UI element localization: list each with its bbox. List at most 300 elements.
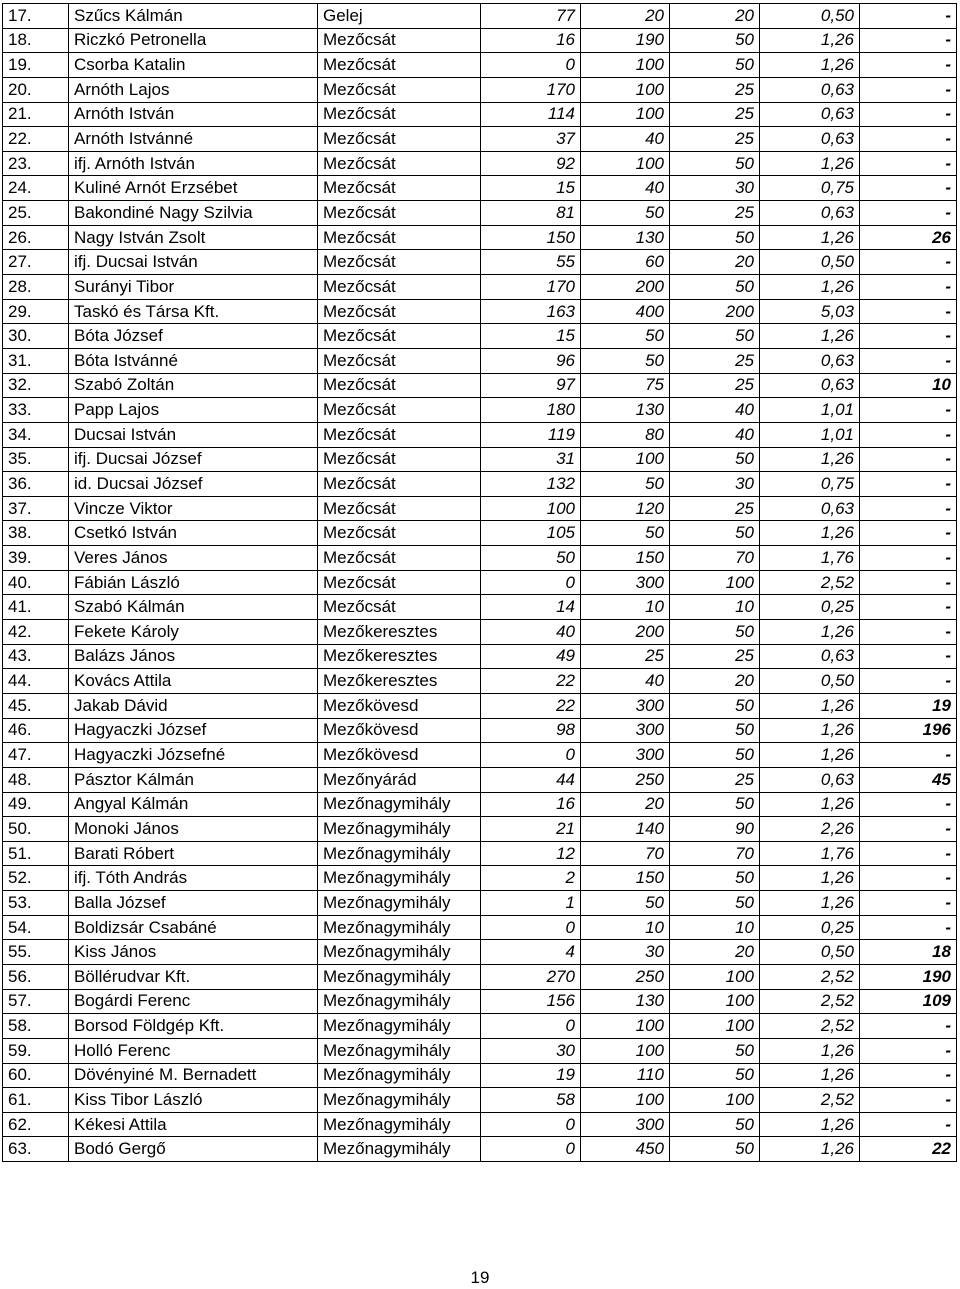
cell-value-2: 120: [581, 496, 670, 521]
cell-value-1: 132: [481, 472, 581, 497]
cell-value-4: 2,52: [760, 989, 860, 1014]
cell-value-3: 25: [670, 102, 760, 127]
cell-name: Arnóth Lajos: [69, 77, 318, 102]
cell-value-2: 300: [581, 570, 670, 595]
cell-row-number: 45.: [3, 693, 69, 718]
table-row: [3, 4, 957, 29]
table-row: [3, 964, 957, 989]
cell-value-2: 300: [581, 718, 670, 743]
cell-name: Kiss Tibor László: [69, 1088, 318, 1113]
cell-settlement: Mezőcsát: [318, 250, 481, 275]
cell-row-number: 30.: [3, 324, 69, 349]
cell-value-4: 0,63: [760, 201, 860, 226]
table-row: [3, 866, 957, 891]
cell-value-1: 12: [481, 841, 581, 866]
table-row: [3, 250, 957, 275]
cell-name: Hagyaczki József: [69, 718, 318, 743]
cell-value-4: 1,26: [760, 447, 860, 472]
cell-value-5: -: [860, 1088, 957, 1113]
cell-value-1: 100: [481, 496, 581, 521]
cell-settlement: Mezőcsát: [318, 373, 481, 398]
cell-value-1: 77: [481, 4, 581, 29]
table-row: [3, 989, 957, 1014]
cell-row-number: 22.: [3, 127, 69, 152]
table-row: [3, 1063, 957, 1088]
cell-value-1: 105: [481, 521, 581, 546]
cell-value-3: 25: [670, 348, 760, 373]
cell-value-2: 25: [581, 644, 670, 669]
cell-value-1: 58: [481, 1088, 581, 1113]
cell-name: Bodó Gergő: [69, 1137, 318, 1162]
cell-row-number: 23.: [3, 151, 69, 176]
cell-value-1: 150: [481, 225, 581, 250]
cell-value-5: -: [860, 127, 957, 152]
cell-settlement: Mezőcsát: [318, 595, 481, 620]
cell-value-1: 97: [481, 373, 581, 398]
cell-settlement: Mezőkövesd: [318, 743, 481, 768]
table-row: [3, 644, 957, 669]
cell-value-3: 25: [670, 644, 760, 669]
table-row: [3, 1112, 957, 1137]
cell-row-number: 31.: [3, 348, 69, 373]
cell-row-number: 44.: [3, 669, 69, 694]
cell-value-3: 50: [670, 718, 760, 743]
cell-row-number: 39.: [3, 546, 69, 571]
cell-value-3: 50: [670, 693, 760, 718]
cell-value-2: 100: [581, 447, 670, 472]
cell-settlement: Mezőnagymihály: [318, 989, 481, 1014]
cell-value-1: 1: [481, 891, 581, 916]
cell-value-5: -: [860, 201, 957, 226]
cell-value-3: 50: [670, 447, 760, 472]
cell-settlement: Mezőcsát: [318, 176, 481, 201]
cell-row-number: 47.: [3, 743, 69, 768]
cell-value-5: -: [860, 250, 957, 275]
table-row: [3, 373, 957, 398]
cell-value-3: 25: [670, 77, 760, 102]
cell-settlement: Mezőnagymihály: [318, 1137, 481, 1162]
table-row: [3, 792, 957, 817]
cell-value-3: 90: [670, 817, 760, 842]
cell-value-5: 18: [860, 940, 957, 965]
cell-value-4: 1,01: [760, 422, 860, 447]
cell-settlement: Mezőnagymihály: [318, 1038, 481, 1063]
cell-settlement: Mezőnagymihály: [318, 964, 481, 989]
table-row: [3, 1088, 957, 1113]
cell-value-4: 1,26: [760, 28, 860, 53]
cell-value-3: 100: [670, 570, 760, 595]
cell-value-3: 20: [670, 940, 760, 965]
cell-value-1: 50: [481, 546, 581, 571]
cell-value-5: -: [860, 915, 957, 940]
table-row: [3, 324, 957, 349]
cell-row-number: 60.: [3, 1063, 69, 1088]
cell-value-1: 22: [481, 669, 581, 694]
cell-row-number: 59.: [3, 1038, 69, 1063]
cell-value-3: 200: [670, 299, 760, 324]
cell-value-2: 50: [581, 472, 670, 497]
cell-settlement: Mezőcsát: [318, 127, 481, 152]
cell-value-1: 0: [481, 570, 581, 595]
cell-row-number: 28.: [3, 275, 69, 300]
cell-settlement: Mezőnyárád: [318, 767, 481, 792]
cell-value-1: 16: [481, 792, 581, 817]
cell-value-3: 25: [670, 201, 760, 226]
cell-value-3: 70: [670, 841, 760, 866]
cell-value-2: 100: [581, 1038, 670, 1063]
cell-row-number: 61.: [3, 1088, 69, 1113]
cell-value-3: 20: [670, 4, 760, 29]
table-row: [3, 595, 957, 620]
cell-row-number: 32.: [3, 373, 69, 398]
cell-settlement: Mezőcsát: [318, 570, 481, 595]
cell-name: Hagyaczki Józsefné: [69, 743, 318, 768]
cell-value-1: 170: [481, 77, 581, 102]
cell-row-number: 42.: [3, 620, 69, 645]
cell-value-3: 50: [670, 1063, 760, 1088]
cell-value-1: 180: [481, 398, 581, 423]
cell-value-1: 92: [481, 151, 581, 176]
data-table: [2, 3, 957, 1162]
cell-row-number: 27.: [3, 250, 69, 275]
cell-settlement: Mezőnagymihály: [318, 817, 481, 842]
cell-value-4: 0,63: [760, 767, 860, 792]
table-row: [3, 151, 957, 176]
cell-value-1: 15: [481, 176, 581, 201]
cell-name: Csetkó István: [69, 521, 318, 546]
cell-name: Angyal Kálmán: [69, 792, 318, 817]
cell-value-5: 190: [860, 964, 957, 989]
cell-value-3: 50: [670, 151, 760, 176]
cell-value-5: -: [860, 644, 957, 669]
cell-value-2: 110: [581, 1063, 670, 1088]
cell-value-1: 30: [481, 1038, 581, 1063]
cell-value-4: 0,75: [760, 176, 860, 201]
cell-value-2: 250: [581, 767, 670, 792]
cell-value-2: 20: [581, 4, 670, 29]
cell-value-1: 37: [481, 127, 581, 152]
table-row: [3, 77, 957, 102]
cell-value-5: -: [860, 324, 957, 349]
cell-value-5: -: [860, 841, 957, 866]
cell-value-1: 4: [481, 940, 581, 965]
cell-value-4: 0,50: [760, 940, 860, 965]
cell-value-3: 50: [670, 620, 760, 645]
table-row: [3, 767, 957, 792]
cell-row-number: 50.: [3, 817, 69, 842]
cell-value-4: 0,50: [760, 250, 860, 275]
cell-value-5: -: [860, 521, 957, 546]
table-row: [3, 447, 957, 472]
cell-name: Vincze Viktor: [69, 496, 318, 521]
cell-value-3: 100: [670, 964, 760, 989]
cell-value-4: 1,26: [760, 151, 860, 176]
cell-row-number: 51.: [3, 841, 69, 866]
cell-settlement: Mezőcsát: [318, 521, 481, 546]
cell-value-1: 156: [481, 989, 581, 1014]
cell-value-2: 80: [581, 422, 670, 447]
table-row: [3, 1137, 957, 1162]
cell-value-5: -: [860, 1112, 957, 1137]
cell-value-3: 30: [670, 176, 760, 201]
cell-value-4: 0,63: [760, 373, 860, 398]
cell-row-number: 36.: [3, 472, 69, 497]
table-row: [3, 299, 957, 324]
cell-row-number: 43.: [3, 644, 69, 669]
cell-value-3: 100: [670, 989, 760, 1014]
page-number: 19: [470, 1268, 490, 1287]
cell-row-number: 33.: [3, 398, 69, 423]
table-row: [3, 176, 957, 201]
cell-value-5: -: [860, 743, 957, 768]
cell-name: Kuliné Arnót Erzsébet: [69, 176, 318, 201]
cell-name: Böllérudvar Kft.: [69, 964, 318, 989]
cell-name: Bóta Istvánné: [69, 348, 318, 373]
cell-value-4: 1,26: [760, 1137, 860, 1162]
cell-value-4: 1,26: [760, 693, 860, 718]
cell-value-2: 100: [581, 53, 670, 78]
cell-value-2: 50: [581, 521, 670, 546]
cell-value-1: 0: [481, 915, 581, 940]
table-row: [3, 891, 957, 916]
cell-name: Arnóth István: [69, 102, 318, 127]
cell-value-4: 1,26: [760, 718, 860, 743]
cell-value-4: 1,76: [760, 546, 860, 571]
table-row: [3, 28, 957, 53]
cell-row-number: 29.: [3, 299, 69, 324]
cell-value-1: 2: [481, 866, 581, 891]
cell-settlement: Mezőcsát: [318, 398, 481, 423]
cell-settlement: Mezőcsát: [318, 496, 481, 521]
cell-value-4: 2,52: [760, 570, 860, 595]
cell-name: ifj. Ducsai József: [69, 447, 318, 472]
cell-value-5: -: [860, 447, 957, 472]
cell-value-3: 25: [670, 373, 760, 398]
cell-settlement: Mezőcsát: [318, 201, 481, 226]
cell-value-1: 81: [481, 201, 581, 226]
cell-value-1: 270: [481, 964, 581, 989]
cell-settlement: Mezőcsát: [318, 472, 481, 497]
cell-settlement: Mezőnagymihály: [318, 1063, 481, 1088]
table-row: [3, 743, 957, 768]
cell-value-1: 163: [481, 299, 581, 324]
cell-name: Csorba Katalin: [69, 53, 318, 78]
cell-row-number: 53.: [3, 891, 69, 916]
cell-row-number: 57.: [3, 989, 69, 1014]
cell-name: Taskó és Társa Kft.: [69, 299, 318, 324]
cell-value-4: 1,01: [760, 398, 860, 423]
table-row: [3, 275, 957, 300]
cell-row-number: 58.: [3, 1014, 69, 1039]
cell-value-5: -: [860, 595, 957, 620]
cell-value-1: 44: [481, 767, 581, 792]
cell-value-4: 2,52: [760, 1014, 860, 1039]
cell-value-5: -: [860, 1063, 957, 1088]
cell-settlement: Mezőcsát: [318, 422, 481, 447]
cell-settlement: Mezőcsát: [318, 53, 481, 78]
cell-name: Bogárdi Ferenc: [69, 989, 318, 1014]
cell-value-5: -: [860, 348, 957, 373]
cell-value-5: -: [860, 620, 957, 645]
cell-value-1: 0: [481, 1112, 581, 1137]
cell-value-3: 40: [670, 398, 760, 423]
cell-name: Balla József: [69, 891, 318, 916]
cell-value-2: 190: [581, 28, 670, 53]
cell-value-5: -: [860, 299, 957, 324]
cell-row-number: 63.: [3, 1137, 69, 1162]
cell-value-5: -: [860, 570, 957, 595]
cell-row-number: 19.: [3, 53, 69, 78]
cell-name: Bóta József: [69, 324, 318, 349]
cell-value-2: 150: [581, 546, 670, 571]
cell-value-5: -: [860, 669, 957, 694]
cell-settlement: Mezőnagymihály: [318, 1088, 481, 1113]
cell-value-5: -: [860, 1038, 957, 1063]
cell-value-2: 20: [581, 792, 670, 817]
cell-value-4: 0,75: [760, 472, 860, 497]
cell-value-5: -: [860, 496, 957, 521]
cell-row-number: 54.: [3, 915, 69, 940]
cell-value-4: 1,26: [760, 620, 860, 645]
cell-value-3: 40: [670, 422, 760, 447]
cell-name: Szabó Kálmán: [69, 595, 318, 620]
cell-settlement: Mezőcsát: [318, 348, 481, 373]
cell-name: Kékesi Attila: [69, 1112, 318, 1137]
cell-row-number: 55.: [3, 940, 69, 965]
cell-value-4: 1,76: [760, 841, 860, 866]
table-row: [3, 1014, 957, 1039]
cell-value-2: 40: [581, 176, 670, 201]
cell-value-3: 50: [670, 225, 760, 250]
cell-row-number: 24.: [3, 176, 69, 201]
cell-value-2: 50: [581, 348, 670, 373]
cell-settlement: Mezőkeresztes: [318, 620, 481, 645]
cell-value-4: 0,63: [760, 102, 860, 127]
cell-value-2: 130: [581, 989, 670, 1014]
cell-value-2: 40: [581, 669, 670, 694]
cell-settlement: Mezőnagymihály: [318, 915, 481, 940]
table-row: [3, 570, 957, 595]
cell-settlement: Mezőnagymihály: [318, 866, 481, 891]
cell-row-number: 46.: [3, 718, 69, 743]
cell-value-5: -: [860, 817, 957, 842]
cell-name: Boldizsár Csabáné: [69, 915, 318, 940]
cell-settlement: Mezőnagymihály: [318, 1014, 481, 1039]
cell-name: ifj. Ducsai István: [69, 250, 318, 275]
cell-value-5: 45: [860, 767, 957, 792]
cell-value-5: -: [860, 398, 957, 423]
cell-value-5: -: [860, 472, 957, 497]
table-row: [3, 225, 957, 250]
cell-settlement: Mezőnagymihály: [318, 891, 481, 916]
cell-value-4: 0,50: [760, 4, 860, 29]
cell-value-2: 50: [581, 201, 670, 226]
cell-name: Barati Róbert: [69, 841, 318, 866]
cell-name: Borsod Földgép Kft.: [69, 1014, 318, 1039]
cell-row-number: 41.: [3, 595, 69, 620]
cell-value-5: -: [860, 53, 957, 78]
cell-value-5: -: [860, 4, 957, 29]
cell-settlement: Mezőnagymihály: [318, 792, 481, 817]
cell-row-number: 20.: [3, 77, 69, 102]
cell-value-4: 2,52: [760, 1088, 860, 1113]
cell-value-4: 0,63: [760, 127, 860, 152]
cell-value-1: 98: [481, 718, 581, 743]
cell-value-3: 50: [670, 1112, 760, 1137]
cell-value-3: 50: [670, 324, 760, 349]
cell-value-4: 0,25: [760, 595, 860, 620]
table-row: [3, 127, 957, 152]
cell-value-1: 170: [481, 275, 581, 300]
table-row: [3, 669, 957, 694]
cell-value-2: 200: [581, 275, 670, 300]
cell-value-4: 0,25: [760, 915, 860, 940]
cell-name: Szűcs Kálmán: [69, 4, 318, 29]
cell-value-1: 22: [481, 693, 581, 718]
cell-value-4: 1,26: [760, 866, 860, 891]
cell-value-2: 150: [581, 866, 670, 891]
cell-value-1: 15: [481, 324, 581, 349]
cell-row-number: 56.: [3, 964, 69, 989]
cell-value-3: 10: [670, 595, 760, 620]
cell-name: Riczkó Petronella: [69, 28, 318, 53]
cell-value-5: -: [860, 176, 957, 201]
cell-value-1: 19: [481, 1063, 581, 1088]
cell-value-2: 400: [581, 299, 670, 324]
cell-value-4: 1,26: [760, 891, 860, 916]
table-row: [3, 348, 957, 373]
cell-name: Balázs János: [69, 644, 318, 669]
cell-settlement: Mezőcsát: [318, 151, 481, 176]
cell-value-2: 250: [581, 964, 670, 989]
cell-value-5: -: [860, 102, 957, 127]
cell-settlement: Mezőcsát: [318, 28, 481, 53]
cell-name: Veres János: [69, 546, 318, 571]
cell-value-4: 2,26: [760, 817, 860, 842]
cell-settlement: Mezőcsát: [318, 447, 481, 472]
table-body: [3, 4, 957, 1162]
cell-settlement: Mezőkövesd: [318, 693, 481, 718]
cell-value-3: 100: [670, 1088, 760, 1113]
cell-settlement: Mezőnagymihály: [318, 940, 481, 965]
table-row: [3, 201, 957, 226]
cell-value-4: 1,26: [760, 225, 860, 250]
cell-value-3: 50: [670, 1137, 760, 1162]
cell-settlement: Mezőnagymihály: [318, 1112, 481, 1137]
table-row: [3, 693, 957, 718]
cell-value-5: 196: [860, 718, 957, 743]
cell-value-2: 300: [581, 1112, 670, 1137]
cell-name: Kiss János: [69, 940, 318, 965]
cell-value-3: 50: [670, 275, 760, 300]
cell-value-2: 450: [581, 1137, 670, 1162]
cell-name: Arnóth Istvánné: [69, 127, 318, 152]
cell-name: Szabó Zoltán: [69, 373, 318, 398]
table-row: [3, 817, 957, 842]
cell-value-4: 5,03: [760, 299, 860, 324]
cell-value-3: 50: [670, 743, 760, 768]
cell-value-4: 0,63: [760, 348, 860, 373]
cell-value-2: 100: [581, 77, 670, 102]
cell-value-4: 1,26: [760, 792, 860, 817]
cell-name: id. Ducsai József: [69, 472, 318, 497]
cell-name: Monoki János: [69, 817, 318, 842]
table-row: [3, 940, 957, 965]
cell-value-3: 50: [670, 891, 760, 916]
table-row: [3, 915, 957, 940]
cell-value-4: 0,50: [760, 669, 860, 694]
cell-settlement: Gelej: [318, 4, 481, 29]
